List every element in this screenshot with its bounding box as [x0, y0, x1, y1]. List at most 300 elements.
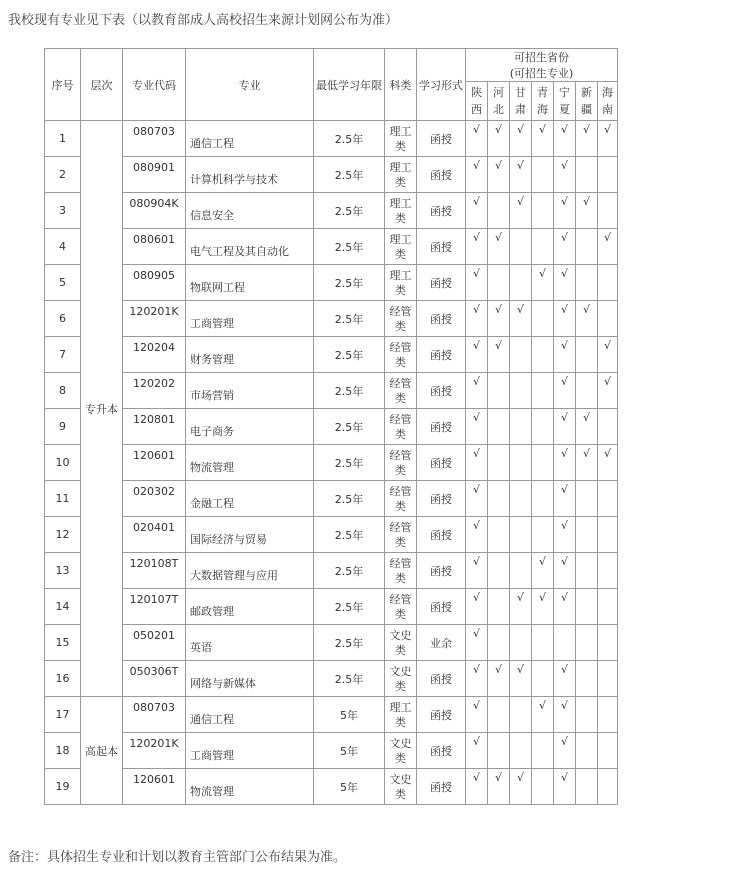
subject-line: 类 — [395, 571, 406, 585]
check-mark: √ — [466, 769, 488, 805]
empty-check-cell — [488, 697, 510, 733]
check-mark: √ — [510, 193, 532, 229]
mode-cell: 函授 — [417, 697, 466, 733]
subject-line: 经管 — [389, 304, 412, 318]
subject-line: 类 — [395, 427, 406, 441]
empty-check-cell — [598, 193, 618, 229]
check-mark: √ — [554, 733, 576, 769]
mode-cell: 函授 — [417, 589, 466, 625]
header-province-char: 海 — [537, 103, 548, 116]
table-row — [45, 157, 618, 193]
check-mark: √ — [554, 409, 576, 445]
subject-line: 文史 — [389, 772, 412, 786]
empty-check-cell — [598, 157, 618, 193]
check-mark: √ — [466, 481, 488, 517]
check-mark: √ — [554, 445, 576, 481]
duration-cell: 2.5年 — [314, 121, 385, 157]
check-mark: √ — [576, 121, 598, 157]
empty-check-cell — [532, 625, 554, 661]
check-mark: √ — [466, 625, 488, 661]
check-mark: √ — [466, 445, 488, 481]
major-cell: 物流管理 — [186, 769, 314, 805]
subject-line: 经管 — [389, 448, 412, 462]
subject-cell — [385, 409, 417, 445]
table-row — [45, 337, 618, 373]
empty-check-cell — [510, 265, 532, 301]
seq-cell: 7 — [45, 337, 81, 373]
check-mark: √ — [466, 301, 488, 337]
empty-check-cell — [576, 589, 598, 625]
major-cell: 大数据管理与应用 — [186, 553, 314, 589]
code-cell: 020401 — [123, 517, 186, 553]
mode-cell: 函授 — [417, 121, 466, 157]
header-province-char: 陕 — [471, 86, 482, 99]
header-province — [488, 82, 510, 121]
subject-cell — [385, 481, 417, 517]
empty-check-cell — [532, 661, 554, 697]
subject-line: 类 — [395, 715, 406, 729]
empty-check-cell — [532, 409, 554, 445]
header-province-char: 海 — [602, 86, 613, 99]
check-mark: √ — [510, 769, 532, 805]
check-mark: √ — [466, 265, 488, 301]
subject-line: 文史 — [389, 736, 412, 750]
code-cell: 120601 — [123, 445, 186, 481]
empty-check-cell — [532, 337, 554, 373]
subject-cell — [385, 157, 417, 193]
code-cell: 120204 — [123, 337, 186, 373]
table-row — [45, 445, 618, 481]
check-mark: √ — [554, 301, 576, 337]
mode-cell: 函授 — [417, 481, 466, 517]
empty-check-cell — [510, 409, 532, 445]
check-mark: √ — [488, 229, 510, 265]
major-cell: 网络与新媒体 — [186, 661, 314, 697]
table-row — [45, 697, 618, 733]
subject-line: 类 — [395, 391, 406, 405]
empty-check-cell — [598, 769, 618, 805]
empty-check-cell — [510, 229, 532, 265]
seq-cell: 16 — [45, 661, 81, 697]
empty-check-cell — [532, 733, 554, 769]
mode-cell: 函授 — [417, 409, 466, 445]
table-row — [45, 481, 618, 517]
subject-cell — [385, 229, 417, 265]
empty-check-cell — [510, 445, 532, 481]
check-mark: √ — [510, 157, 532, 193]
check-mark: √ — [466, 733, 488, 769]
check-mark: √ — [554, 337, 576, 373]
mode-cell: 函授 — [417, 157, 466, 193]
duration-cell: 2.5年 — [314, 301, 385, 337]
major-cell: 信息安全 — [186, 193, 314, 229]
check-mark: √ — [598, 229, 618, 265]
seq-cell: 3 — [45, 193, 81, 229]
empty-check-cell — [510, 481, 532, 517]
subject-line: 理工 — [389, 124, 412, 138]
footnote: 备注：具体招生专业和计划以教育主管部门公布结果为准。 — [8, 850, 347, 865]
code-cell: 080904K — [123, 193, 186, 229]
empty-check-cell — [576, 265, 598, 301]
major-cell: 电子商务 — [186, 409, 314, 445]
check-mark: √ — [466, 697, 488, 733]
seq-cell: 5 — [45, 265, 81, 301]
table-row — [45, 733, 618, 769]
subject-line: 经管 — [389, 556, 412, 570]
check-mark: √ — [488, 337, 510, 373]
seq-cell: 11 — [45, 481, 81, 517]
code-cell: 050201 — [123, 625, 186, 661]
subject-cell — [385, 265, 417, 301]
duration-cell: 2.5年 — [314, 625, 385, 661]
check-mark: √ — [488, 121, 510, 157]
check-mark: √ — [554, 157, 576, 193]
major-cell: 通信工程 — [186, 697, 314, 733]
check-mark: √ — [532, 589, 554, 625]
duration-cell: 5年 — [314, 697, 385, 733]
subject-line: 经管 — [389, 340, 412, 354]
code-cell: 120108T — [123, 553, 186, 589]
subject-line: 经管 — [389, 412, 412, 426]
empty-check-cell — [488, 553, 510, 589]
empty-check-cell — [532, 445, 554, 481]
code-cell: 120601 — [123, 769, 186, 805]
duration-cell: 2.5年 — [314, 265, 385, 301]
check-mark: √ — [554, 121, 576, 157]
check-mark: √ — [466, 157, 488, 193]
subject-cell — [385, 445, 417, 481]
table-row — [45, 409, 618, 445]
empty-check-cell — [576, 229, 598, 265]
empty-check-cell — [488, 265, 510, 301]
check-mark: √ — [466, 337, 488, 373]
major-cell: 电气工程及其自动化 — [186, 229, 314, 265]
duration-cell: 2.5年 — [314, 517, 385, 553]
major-cell: 工商管理 — [186, 301, 314, 337]
duration-cell: 2.5年 — [314, 157, 385, 193]
subject-line: 理工 — [389, 196, 412, 210]
empty-check-cell — [576, 661, 598, 697]
subject-line: 经管 — [389, 520, 412, 534]
empty-check-cell — [598, 517, 618, 553]
table-row — [45, 517, 618, 553]
check-mark: √ — [532, 553, 554, 589]
subject-line: 类 — [395, 139, 406, 153]
code-cell: 120801 — [123, 409, 186, 445]
check-mark: √ — [532, 697, 554, 733]
subject-line: 类 — [395, 535, 406, 549]
empty-check-cell — [532, 193, 554, 229]
duration-cell: 5年 — [314, 733, 385, 769]
duration-cell: 2.5年 — [314, 409, 385, 445]
header-province-char: 甘 — [515, 86, 526, 99]
duration-cell: 2.5年 — [314, 661, 385, 697]
header-province — [554, 82, 576, 121]
empty-check-cell — [488, 589, 510, 625]
table-row — [45, 373, 618, 409]
seq-cell: 12 — [45, 517, 81, 553]
header-province — [598, 82, 618, 121]
header-provinces-title: 可招生省份 — [514, 51, 569, 64]
level-cell: 高起本 — [81, 697, 123, 805]
header-provinces — [466, 49, 618, 82]
header-subject: 科类 — [385, 49, 417, 121]
check-mark: √ — [488, 661, 510, 697]
check-mark: √ — [554, 769, 576, 805]
empty-check-cell — [488, 409, 510, 445]
major-cell: 国际经济与贸易 — [186, 517, 314, 553]
major-cell: 邮政管理 — [186, 589, 314, 625]
header-code: 专业代码 — [123, 49, 186, 121]
subject-line: 文史 — [389, 628, 412, 642]
mode-cell: 函授 — [417, 661, 466, 697]
empty-check-cell — [532, 769, 554, 805]
header-province — [576, 82, 598, 121]
header-province-char: 宁 — [559, 86, 570, 99]
empty-check-cell — [598, 553, 618, 589]
major-cell: 工商管理 — [186, 733, 314, 769]
header-seq: 序号 — [45, 49, 81, 121]
subject-cell — [385, 661, 417, 697]
subject-line: 经管 — [389, 484, 412, 498]
check-mark: √ — [466, 517, 488, 553]
check-mark: √ — [554, 229, 576, 265]
duration-cell: 2.5年 — [314, 481, 385, 517]
subject-line: 理工 — [389, 160, 412, 174]
header-provinces-subtitle: (可招生专业) — [509, 67, 574, 80]
empty-check-cell — [488, 517, 510, 553]
check-mark: √ — [554, 373, 576, 409]
subject-line: 类 — [395, 607, 406, 621]
empty-check-cell — [576, 157, 598, 193]
major-cell: 物流管理 — [186, 445, 314, 481]
empty-check-cell — [576, 625, 598, 661]
mode-cell: 业余 — [417, 625, 466, 661]
subject-cell — [385, 733, 417, 769]
duration-cell: 2.5年 — [314, 553, 385, 589]
mode-cell: 函授 — [417, 517, 466, 553]
header-province-char: 河 — [493, 86, 504, 99]
table-row — [45, 193, 618, 229]
code-cell: 020302 — [123, 481, 186, 517]
header-province — [466, 82, 488, 121]
empty-check-cell — [532, 517, 554, 553]
subject-line: 经管 — [389, 376, 412, 390]
header-province-char: 新 — [581, 86, 592, 99]
seq-cell: 18 — [45, 733, 81, 769]
duration-cell: 2.5年 — [314, 589, 385, 625]
empty-check-cell — [598, 697, 618, 733]
check-mark: √ — [554, 193, 576, 229]
check-mark: √ — [466, 229, 488, 265]
subject-line: 理工 — [389, 700, 412, 714]
code-cell: 080905 — [123, 265, 186, 301]
header-major: 专业 — [186, 49, 314, 121]
seq-cell: 17 — [45, 697, 81, 733]
subject-line: 理工 — [389, 232, 412, 246]
empty-check-cell — [532, 229, 554, 265]
seq-cell: 1 — [45, 121, 81, 157]
table-row — [45, 589, 618, 625]
majors-table — [44, 48, 618, 805]
check-mark: √ — [466, 373, 488, 409]
mode-cell: 函授 — [417, 769, 466, 805]
check-mark: √ — [466, 121, 488, 157]
check-mark: √ — [576, 445, 598, 481]
check-mark: √ — [554, 553, 576, 589]
table-row — [45, 229, 618, 265]
empty-check-cell — [510, 553, 532, 589]
empty-check-cell — [532, 301, 554, 337]
check-mark: √ — [466, 661, 488, 697]
empty-check-cell — [598, 589, 618, 625]
header-province-char: 南 — [602, 103, 613, 116]
header-province-char: 青 — [537, 86, 548, 99]
header-mode: 学习形式 — [417, 49, 466, 121]
major-cell: 计算机科学与技术 — [186, 157, 314, 193]
subject-line: 类 — [395, 679, 406, 693]
empty-check-cell — [598, 481, 618, 517]
subject-cell — [385, 517, 417, 553]
check-mark: √ — [466, 589, 488, 625]
subject-cell — [385, 769, 417, 805]
empty-check-cell — [598, 625, 618, 661]
empty-check-cell — [576, 769, 598, 805]
check-mark: √ — [532, 265, 554, 301]
empty-check-cell — [488, 193, 510, 229]
header-province-char: 西 — [471, 103, 482, 116]
check-mark: √ — [598, 373, 618, 409]
mode-cell: 函授 — [417, 229, 466, 265]
empty-check-cell — [598, 409, 618, 445]
check-mark: √ — [576, 409, 598, 445]
empty-check-cell — [488, 373, 510, 409]
seq-cell: 19 — [45, 769, 81, 805]
subject-cell — [385, 697, 417, 733]
mode-cell: 函授 — [417, 337, 466, 373]
empty-check-cell — [576, 517, 598, 553]
empty-check-cell — [532, 157, 554, 193]
subject-line: 类 — [395, 175, 406, 189]
subject-cell — [385, 625, 417, 661]
subject-cell — [385, 121, 417, 157]
check-mark: √ — [554, 517, 576, 553]
mode-cell: 函授 — [417, 373, 466, 409]
table-row — [45, 553, 618, 589]
table-row — [45, 625, 618, 661]
empty-check-cell — [532, 373, 554, 409]
seq-cell: 10 — [45, 445, 81, 481]
empty-check-cell — [576, 481, 598, 517]
empty-check-cell — [598, 733, 618, 769]
subject-cell — [385, 193, 417, 229]
seq-cell: 13 — [45, 553, 81, 589]
header-province — [510, 82, 532, 121]
major-cell: 通信工程 — [186, 121, 314, 157]
check-mark: √ — [488, 157, 510, 193]
table-row — [45, 769, 618, 805]
check-mark: √ — [554, 697, 576, 733]
duration-cell: 2.5年 — [314, 445, 385, 481]
subject-line: 类 — [395, 319, 406, 333]
check-mark: √ — [554, 661, 576, 697]
table-row — [45, 121, 618, 157]
empty-check-cell — [598, 661, 618, 697]
empty-check-cell — [576, 697, 598, 733]
check-mark: √ — [554, 589, 576, 625]
check-mark: √ — [510, 589, 532, 625]
subject-line: 类 — [395, 355, 406, 369]
subject-line: 类 — [395, 751, 406, 765]
major-cell: 财务管理 — [186, 337, 314, 373]
subject-line: 类 — [395, 499, 406, 513]
check-mark: √ — [598, 445, 618, 481]
check-mark: √ — [510, 301, 532, 337]
seq-cell: 9 — [45, 409, 81, 445]
table-row — [45, 301, 618, 337]
empty-check-cell — [488, 625, 510, 661]
code-cell: 120107T — [123, 589, 186, 625]
seq-cell: 8 — [45, 373, 81, 409]
seq-cell: 14 — [45, 589, 81, 625]
empty-check-cell — [510, 337, 532, 373]
table-row — [45, 661, 618, 697]
header-duration: 最低学习年限 — [314, 49, 385, 121]
empty-check-cell — [576, 553, 598, 589]
check-mark: √ — [576, 193, 598, 229]
header-level: 层次 — [81, 49, 123, 121]
major-cell: 物联网工程 — [186, 265, 314, 301]
code-cell: 080601 — [123, 229, 186, 265]
subject-line: 类 — [395, 787, 406, 801]
empty-check-cell — [510, 733, 532, 769]
seq-cell: 6 — [45, 301, 81, 337]
check-mark: √ — [488, 301, 510, 337]
mode-cell: 函授 — [417, 265, 466, 301]
check-mark: √ — [554, 265, 576, 301]
intro-text: 我校现有专业见下表（以教育部成人高校招生来源计划网公布为准） — [8, 13, 399, 28]
empty-check-cell — [510, 625, 532, 661]
subject-cell — [385, 589, 417, 625]
mode-cell: 函授 — [417, 445, 466, 481]
code-cell: 120202 — [123, 373, 186, 409]
check-mark: √ — [466, 193, 488, 229]
check-mark: √ — [510, 661, 532, 697]
duration-cell: 2.5年 — [314, 373, 385, 409]
check-mark: √ — [466, 409, 488, 445]
mode-cell: 函授 — [417, 301, 466, 337]
subject-line: 理工 — [389, 268, 412, 282]
empty-check-cell — [532, 481, 554, 517]
empty-check-cell — [488, 733, 510, 769]
code-cell: 050306T — [123, 661, 186, 697]
code-cell: 080901 — [123, 157, 186, 193]
empty-check-cell — [576, 373, 598, 409]
major-cell: 市场营销 — [186, 373, 314, 409]
seq-cell: 2 — [45, 157, 81, 193]
check-mark: √ — [576, 301, 598, 337]
table-row — [45, 265, 618, 301]
subject-line: 文史 — [389, 664, 412, 678]
subject-cell — [385, 553, 417, 589]
check-mark: √ — [598, 121, 618, 157]
check-mark: √ — [466, 553, 488, 589]
mode-cell: 函授 — [417, 553, 466, 589]
empty-check-cell — [510, 373, 532, 409]
empty-check-cell — [488, 445, 510, 481]
header-province-char: 疆 — [581, 103, 592, 116]
duration-cell: 2.5年 — [314, 229, 385, 265]
